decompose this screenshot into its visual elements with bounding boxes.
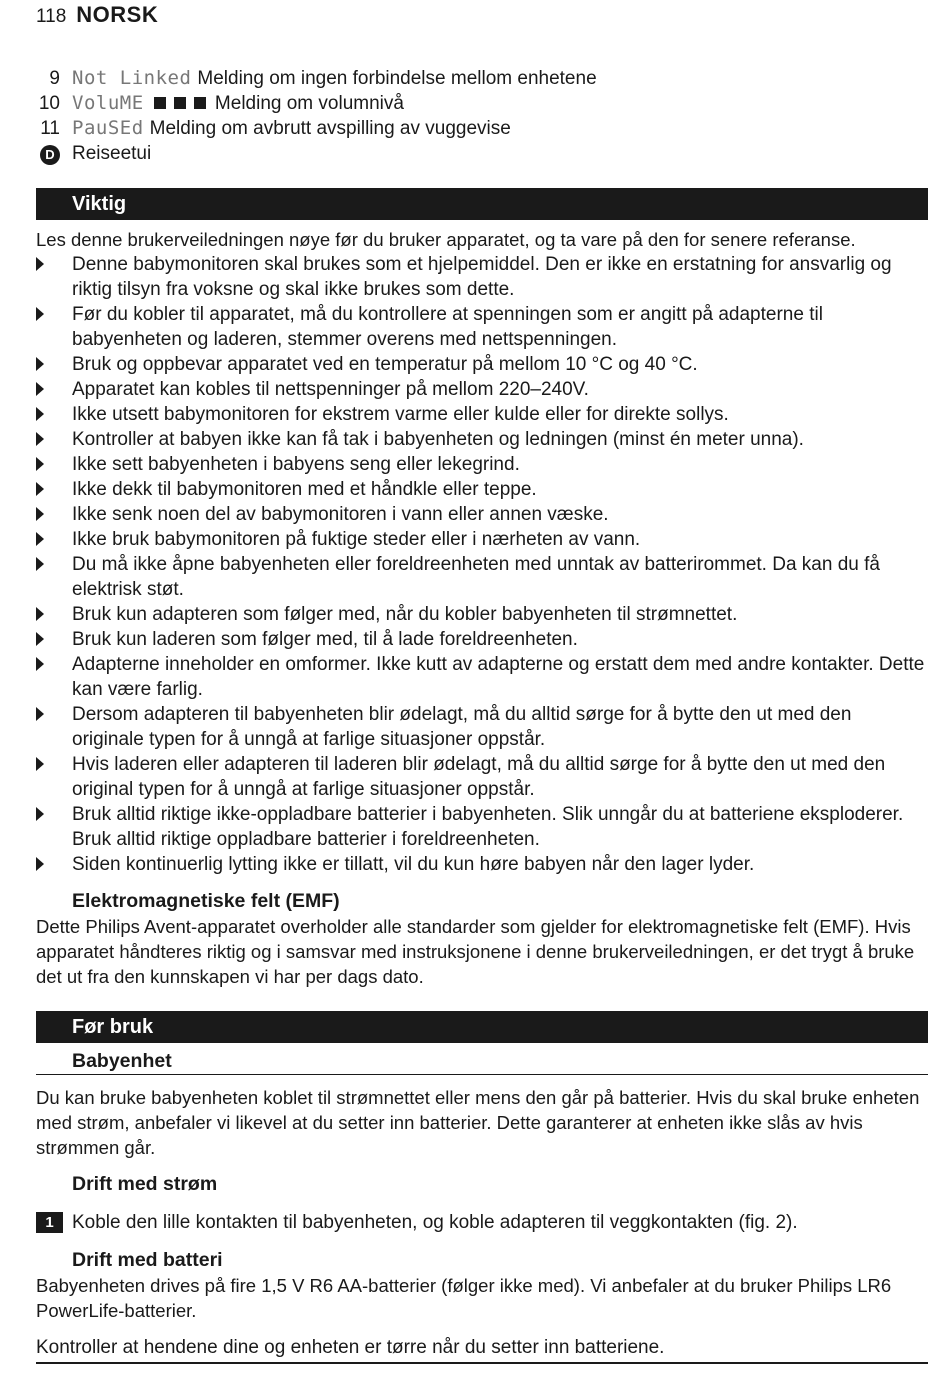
bullet-text: Ikke dekk til babymonitoren med et håndkle eller teppe.: [72, 479, 537, 500]
bullet-arrow-icon: [36, 432, 44, 446]
bullet-item: [36, 402, 928, 427]
legend-text: Melding om volumnivå: [214, 93, 404, 114]
bullet-item: [36, 752, 928, 802]
bullet-item: [36, 552, 928, 602]
legend-number: 9: [49, 68, 60, 89]
bullet-text: Ikke utsett babymonitoren for ekstrem varme eller kulde eller for direkte sollys.: [72, 404, 729, 425]
step-1: [36, 1210, 928, 1235]
page-header: [36, 2, 158, 28]
page-content: [36, 66, 928, 1364]
bullet-item: [36, 377, 928, 402]
babyenhet-text: Du kan bruke babyenheten koblet til strømnettet eller mens den går på batterier. Hvis du skal bruke enheten med strøm, anbefaler vi likevel at du setter inn batterier. Dette garanterer at enheten ikke slås av hvis strømmen går.: [36, 1087, 920, 1158]
legend-item-9: [36, 66, 928, 91]
bullet-text: Bruk alltid riktige ikke-oppladbare batterier i babyenheten. Slik unngår du at batteriene eksploderer. Bruk alltid riktige oppladbare batterier i foreldreenheten.: [72, 804, 904, 850]
bullet-arrow-icon: [36, 532, 44, 546]
emf-text: Dette Philips Avent-apparatet overholder alle standarder som gjelder for elektromagnetiske felt (EMF). Hvis apparatet håndteres riktig og i samsvar med instruksjonene i denne brukerveiledningen, er det trygt å bruke det ut fra den kunnskapen vi har per dags dato.: [36, 916, 915, 987]
bullet-text: Ikke senk noen del av babymonitoren i vann eller annen væske.: [72, 504, 609, 525]
bullet-arrow-icon: [36, 407, 44, 421]
safety-bullet-list: [36, 252, 928, 877]
drift-batteri-heading: Drift med batteri: [72, 1249, 223, 1271]
bullet-text: Du må ikke åpne babyenheten eller foreldreenheten med unntak av batterirommet. Da kan du få elektrisk støt.: [72, 554, 880, 600]
bullet-item: [36, 477, 928, 502]
battery-warning: Kontroller at hendene dine og enheten er tørre når du setter inn batteriene.: [36, 1335, 928, 1364]
bullet-text: Kontroller at babyen ikke kan få tak i babyenheten og ledningen (minst én meter unna).: [72, 429, 804, 450]
bullet-item: [36, 502, 928, 527]
volume-block-icon: [154, 97, 166, 109]
legend-item-11: [36, 116, 928, 141]
bullet-text: Adapterne inneholder en omformer. Ikke kutt av adapterne og erstatt dem med andre kontakter. Dette kan være farlig.: [72, 654, 925, 700]
language-title: NORSK: [76, 2, 159, 27]
bullet-arrow-icon: [36, 607, 44, 621]
legend-number: 11: [40, 118, 60, 139]
step-number-badge: 1: [36, 1212, 63, 1233]
bullet-arrow-icon: [36, 757, 44, 771]
bullet-text: Apparatet kan kobles til nettspenninger på mellom 220–240V.: [72, 379, 589, 400]
bullet-arrow-icon: [36, 482, 44, 496]
bullet-text: Ikke sett babyenheten i babyens seng eller lekegrind.: [72, 454, 520, 475]
bullet-arrow-icon: [36, 632, 44, 646]
bullet-item: [36, 252, 928, 302]
bullet-item: [36, 302, 928, 352]
bullet-text: Hvis laderen eller adapteren til laderen blir ødelagt, må du alltid sørge for å bytte den ut med den original typen for å unngå at farlige situasjoner oppstår.: [72, 754, 886, 800]
bullet-text: Ikke bruk babymonitoren på fuktige steder eller i nærheten av vann.: [72, 529, 641, 550]
legend-text: Melding om ingen forbindelse mellom enhetene: [197, 68, 597, 89]
legend-text: Reiseetui: [72, 143, 152, 164]
bullet-item: [36, 652, 928, 702]
bullet-text: Bruk kun laderen som følger med, til å lade foreldreenheten.: [72, 629, 578, 650]
babyenhet-heading: Babyenhet: [36, 1049, 928, 1075]
step-text: Koble den lille kontakten til babyenheten, og koble adapteren til veggkontakten (fig. 2).: [72, 1212, 798, 1233]
bullet-arrow-icon: [36, 382, 44, 396]
bullet-text: Dersom adapteren til babyenheten blir ødelagt, må du alltid sørge for å bytte den ut med den originale typen for å unngå at farlige situasjoner oppstår.: [72, 704, 852, 750]
legend-item-10: [36, 91, 928, 116]
bullet-arrow-icon: [36, 507, 44, 521]
bullet-item: [36, 452, 928, 477]
emf-heading: Elektromagnetiske felt (EMF): [72, 890, 340, 912]
bullet-arrow-icon: [36, 707, 44, 721]
drift-strom-heading: Drift med strøm: [72, 1173, 218, 1195]
bullet-text: Siden kontinuerlig lytting ikke er tillatt, vil du kun høre babyen når den lager lyder.: [72, 854, 755, 875]
bullet-arrow-icon: [36, 807, 44, 821]
bullet-arrow-icon: [36, 457, 44, 471]
legend-number: 10: [38, 93, 60, 114]
bullet-item: [36, 602, 928, 627]
section-heading-viktig: Viktig: [36, 188, 928, 220]
bullet-item: [36, 852, 928, 877]
bullet-arrow-icon: [36, 557, 44, 571]
bullet-item: [36, 527, 928, 552]
viktig-intro: Les denne brukerveiledningen nøye før du bruker apparatet, og ta vare på den for senere referanse.: [36, 229, 856, 250]
bullet-text: Denne babymonitoren skal brukes som et hjelpemiddel. Den er ikke en erstatning for ansvarlig og riktig tilsyn fra voksne og skal ikke brukes som dette.: [72, 254, 892, 300]
lcd-text: PauSEd: [72, 117, 144, 139]
legend-item-d: [36, 141, 928, 166]
bullet-arrow-icon: [36, 657, 44, 671]
bullet-arrow-icon: [36, 257, 44, 271]
bullet-item: [36, 427, 928, 452]
lcd-text: VoluME: [72, 92, 144, 114]
bullet-text: Før du kobler til apparatet, må du kontrollere at spenningen som er angitt på adapterne til babyenheten og laderen, stemmer overens med nettspenningen.: [72, 304, 823, 350]
bullet-text: Bruk og oppbevar apparatet ved en temperatur på mellom 10 °C og 40 °C.: [72, 354, 698, 375]
letter-badge-icon: D: [40, 145, 60, 165]
bullet-arrow-icon: [36, 357, 44, 371]
bullet-item: [36, 702, 928, 752]
bullet-arrow-icon: [36, 857, 44, 871]
section-heading-for-bruk: Før bruk: [36, 1011, 928, 1043]
volume-block-icon: [194, 97, 206, 109]
volume-block-icon: [174, 97, 186, 109]
lcd-text: Not Linked: [72, 67, 192, 89]
bullet-text: Bruk kun adapteren som følger med, når du kobler babyenheten til strømnettet.: [72, 604, 738, 625]
legend-text: Melding om avbrutt avspilling av vuggevise: [149, 118, 511, 139]
bullet-item: [36, 352, 928, 377]
bullet-item: [36, 802, 928, 852]
bullet-item: [36, 627, 928, 652]
page-number: 118: [36, 6, 67, 27]
bullet-arrow-icon: [36, 307, 44, 321]
component-legend: [36, 66, 928, 166]
drift-batteri-text: Babyenheten drives på fire 1,5 V R6 AA-batterier (følger ikke med). Vi anbefaler at du bruker Philips LR6 PowerLife-batterier.: [36, 1275, 892, 1321]
